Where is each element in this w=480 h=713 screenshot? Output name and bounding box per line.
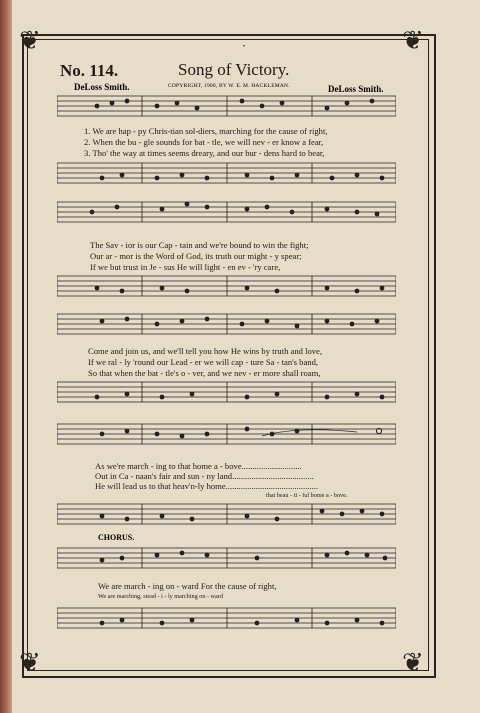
lyric-line: If we ral - ly 'round our Lead - er we will cap - ture Sa - tan's band, xyxy=(88,357,319,367)
composer-left: DeLoss Smith. xyxy=(74,82,130,92)
music-staff xyxy=(57,500,396,530)
lyric-line: The Sav - ior is our Cap - tain and we're bound to win the fight; xyxy=(90,240,309,250)
lyric-line: We are march - ing on - ward For the cause of right, xyxy=(98,581,277,591)
copyright-line: COPYRIGHT, 1900, BY W. E. M. HACKLEMAN. xyxy=(168,83,290,89)
music-staff xyxy=(57,198,396,228)
chorus-label: CHORUS. xyxy=(98,533,135,542)
page-mark: • xyxy=(243,44,246,50)
music-staff xyxy=(57,310,396,340)
lyric-line-alto: that beau - ti - ful home a - bove. xyxy=(266,492,348,499)
music-staff xyxy=(57,159,396,189)
music-staff xyxy=(57,420,396,450)
lyric-line: As we're march - ing to that home a - bove............................ xyxy=(95,461,302,471)
corner-ornament-icon: ❦ xyxy=(19,648,41,677)
corner-ornament-icon: ❦ xyxy=(402,26,424,55)
lyric-line: So that when the bat - tle's o - ver, and we nev - er more shall roam, xyxy=(88,368,321,378)
corner-ornament-icon: ❦ xyxy=(19,26,41,55)
lyric-line: 3. Tho' the way at times seems dreary, and our bur - dens hard to bear, xyxy=(84,148,325,158)
music-staff xyxy=(57,378,396,408)
lyric-line: If we but trust in Je - sus He will light - en ev - 'ry care, xyxy=(90,262,281,272)
lyric-line-alto: We are marching, stead - i - ly marching on - ward xyxy=(98,593,223,600)
composer-right: DeLoss Smith. xyxy=(328,84,384,94)
book-spine xyxy=(0,0,12,713)
lyric-line: 1. We are hap - py Chris-tian sol-diers, marching for the cause of right, xyxy=(84,126,328,136)
hymn-number: No. 114. xyxy=(60,61,119,80)
hymn-title: Song of Victory. xyxy=(178,60,290,79)
lyric-line: Out in Ca - naan's fair and sun - ny land...................................... xyxy=(95,471,314,481)
corner-ornament-icon: ❦ xyxy=(402,648,424,677)
lyric-line: He will lead us to that heav'n-ly home........................................... xyxy=(95,481,319,491)
music-staff xyxy=(57,604,396,634)
lyric-line: Come and join us, and we'll tell you how He wins by truth and love, xyxy=(88,346,323,356)
music-staff xyxy=(57,272,396,302)
lyric-line: 2. When the bu - gle sounds for bat - tle, we will nev - er know a fear, xyxy=(84,137,324,147)
music-staff xyxy=(57,544,396,574)
music-staff xyxy=(57,92,396,122)
lyric-line: Our ar - mor is the Word of God, its truth our might - y spear; xyxy=(90,251,302,261)
